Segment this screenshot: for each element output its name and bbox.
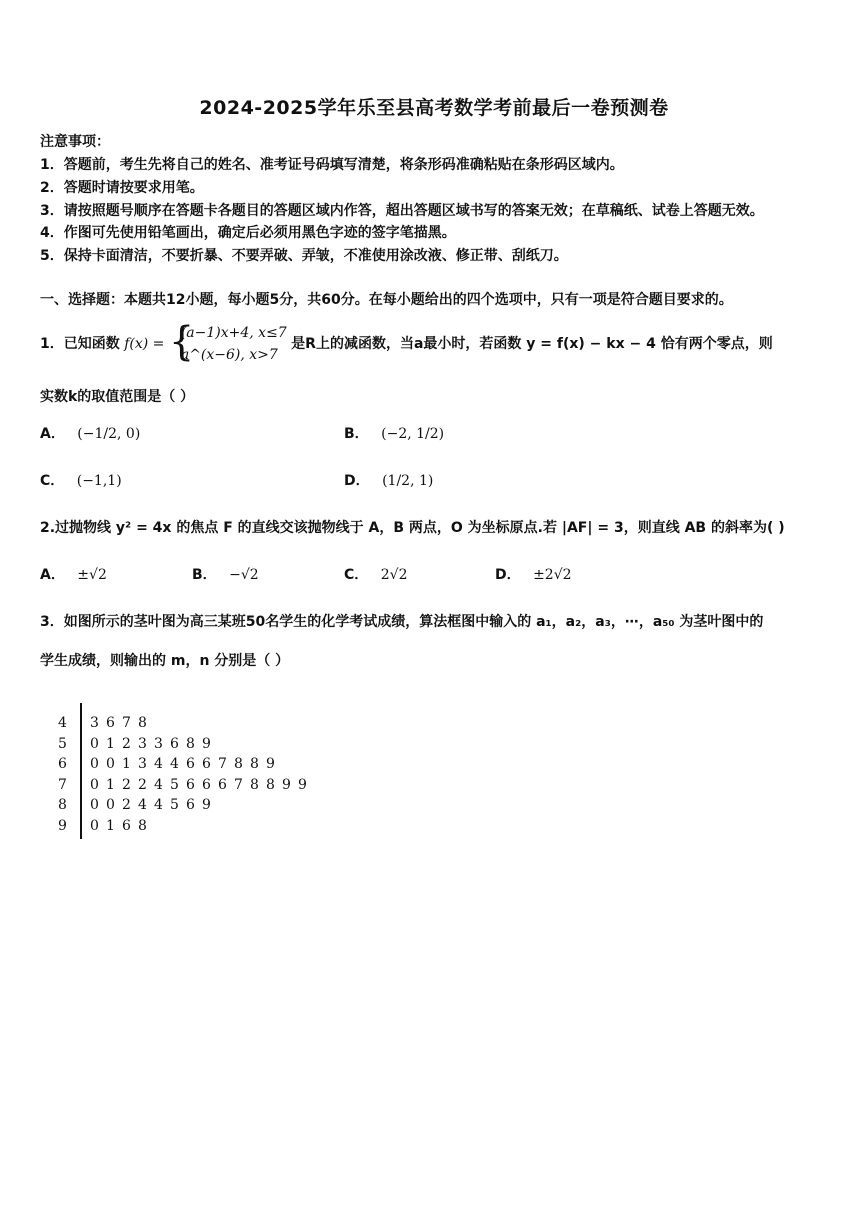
q2-option-a[interactable] [40,564,107,584]
option-text: ±2√2 [533,567,572,583]
q1-case-2: a^(x−6), x>7 [180,347,278,363]
notes-heading: 注意事项： [40,134,110,150]
leaf-value: 0 [90,817,99,834]
note-item: 4．作图可先使用铅笔画出，确定后必须用黑色字迹的签字笔描黑。 [40,225,456,241]
q1-fx: f(x) = [124,336,165,352]
stem-value: 6 [58,756,67,773]
q1-prefix: 1．已知函数 [40,336,120,352]
leaf-value: 1 [106,735,115,752]
leaf-value: 1 [106,776,115,793]
q1-option-c[interactable] [40,470,122,490]
leaf-value: 6 [106,715,115,732]
leaf-value: 3 [90,715,99,732]
leaf-value: 9 [298,776,307,793]
leaf-value: 0 [90,756,99,773]
leaf-value: 0 [90,735,99,752]
q1-middle: 是R上的减函数，当a最小时，若函数 y = f(x) − kx − 4 恰有两个零点，则 [291,336,773,352]
q1-option-d[interactable] [344,470,433,490]
leaf-value: 7 [218,756,227,773]
leaf-value: 3 [138,735,147,752]
note-item: 1．答题前，考生先将自己的姓名、准考证号码填写清楚，将条形码准确粘贴在条形码区域内。 [40,157,624,173]
option-label: B． [344,426,369,442]
q1-option-b[interactable] [344,423,444,443]
leaves [80,736,218,752]
q3-line-2-wrap [40,650,289,670]
leaf-value: 0 [90,776,99,793]
leaf-value: 6 [186,797,195,814]
leaf-value: 2 [122,735,131,752]
stem-value: 9 [58,817,67,834]
leaf-value: 9 [266,756,275,773]
leaf-value: 4 [138,797,147,814]
stem-leaf-row [58,795,314,816]
q1-case-1: (a−1)x+4, x≤7 [180,325,287,341]
page-title: 2024-2025学年乐至县高考数学考前最后一卷预测卷 [199,97,669,119]
q2-text: 2.过抛物线 y² = 4x 的焦点 F 的直线交该抛物线于 A，B 两点，O 为坐标原点.若 |AF| = 3，则直线 AB 的斜率为( ) [40,520,785,536]
option-text: ±√2 [77,567,107,583]
leaf-value: 2 [122,776,131,793]
leaf-value: 3 [138,756,147,773]
stem-value: 5 [58,735,67,752]
option-label: B． [192,567,217,583]
leaf-value: 7 [122,715,131,732]
leaves [80,797,218,813]
question-2 [40,517,785,537]
section-heading: 一、选择题：本题共12小题，每小题5分，共60分。在每小题给出的四个选项中，只有一项是符合题目要求的。 [40,292,733,308]
option-text: (−1,1) [76,473,122,489]
note-item: 3．请按照题号顺序在答题卡各题目的答题区域内作答，超出答题区域书写的答案无效；在草稿纸、试卷上答题无效。 [40,203,764,219]
option-label: C． [344,567,369,583]
leaf-value: 5 [170,776,179,793]
leaf-value: 9 [202,797,211,814]
q3-line-2: 学生成绩，则输出的 m，n 分别是（ ） [40,653,290,669]
q3-line-1: 3．如图所示的茎叶图为高三某班50名学生的化学考试成绩，算法框图中输入的 a₁，a₂，a₃，⋯，a₅₀ 为茎叶图中的 [40,614,764,630]
option-text: (−2, 1/2) [381,426,445,442]
leaves [80,715,154,731]
option-label: D． [495,567,521,583]
option-label: D． [344,473,370,489]
stem-value: 4 [58,715,67,732]
leaf-value: 0 [90,797,99,814]
leaf-value: 3 [154,735,163,752]
stem-leaf-row [58,754,314,775]
stem-leaf-plot [58,713,314,836]
leaf-value: 9 [202,735,211,752]
leaf-value: 0 [106,756,115,773]
option-label: A． [40,426,65,442]
leaf-value: 8 [186,735,195,752]
option-label: C． [40,473,65,489]
leaf-value: 6 [218,776,227,793]
stem-leaf-row [58,816,314,837]
option-text: 2√2 [380,567,408,583]
brace-icon: { [168,319,195,365]
option-text: −√2 [229,567,259,583]
leaf-value: 8 [138,817,147,834]
q1-line-2-text: 实数k的取值范围是（ ） [40,389,195,405]
leaf-value: 6 [122,817,131,834]
leaf-value: 1 [106,817,115,834]
leaf-value: 6 [202,776,211,793]
leaves [80,818,154,834]
stem-value: 8 [58,797,67,814]
leaf-value: 8 [250,756,259,773]
leaf-value: 2 [122,797,131,814]
note-item: 2．答题时请按要求用笔。 [40,180,204,196]
stem-leaf-row [58,713,314,734]
stem-value: 7 [58,776,67,793]
leaf-value: 6 [202,756,211,773]
q1-piecewise [168,319,287,366]
leaf-value: 4 [154,797,163,814]
leaf-value: 6 [186,776,195,793]
leaf-value: 8 [234,756,243,773]
leaves [80,777,314,793]
leaf-value: 4 [154,756,163,773]
q1-option-a[interactable] [40,423,140,443]
leaf-value: 9 [282,776,291,793]
leaf-value: 8 [138,715,147,732]
leaf-value: 5 [170,797,179,814]
leaf-value: 4 [170,756,179,773]
note-item: 5．保持卡面清洁，不要折暴、不要弄破、弄皱，不准使用涂改液、修正带、刮纸刀。 [40,248,568,264]
leaf-value: 6 [186,756,195,773]
leaf-value: 2 [138,776,147,793]
option-label: A． [40,567,65,583]
q1-line-2 [40,386,194,406]
leaf-value: 4 [154,776,163,793]
question-3 [40,611,763,631]
leaf-value: 8 [250,776,259,793]
stem-leaf-row [58,734,314,755]
leaf-value: 1 [122,756,131,773]
q2-option-d[interactable] [495,564,572,584]
leaves [80,756,282,772]
q2-option-b[interactable] [192,564,259,584]
q2-option-c[interactable] [344,564,407,584]
option-text: (−1/2, 0) [77,426,141,442]
question-1 [40,319,773,366]
stem-leaf-row [58,775,314,796]
leaf-value: 6 [170,735,179,752]
leaf-value: 8 [266,776,275,793]
leaf-value: 0 [106,797,115,814]
option-text: (1/2, 1) [382,473,434,489]
leaf-value: 7 [234,776,243,793]
